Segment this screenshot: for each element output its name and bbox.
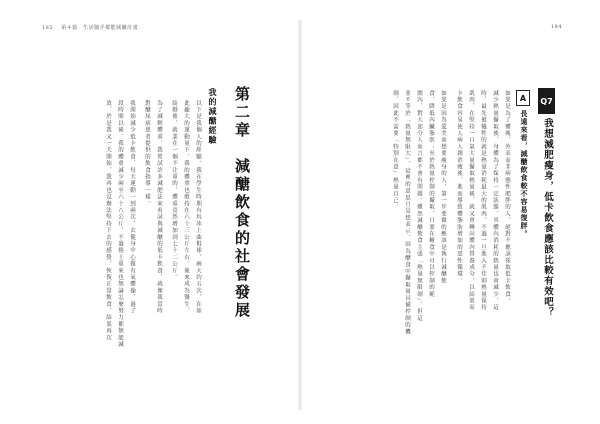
- left-body-column: 對醣尿病患者提供的飲食指導一樣。: [144, 100, 150, 208]
- right-body-column: 肌肉，在堅持一口氣大量攝取熱量後，就又會轉向體內營養成分，以結果而: [468, 90, 474, 312]
- question-badge: Q7: [538, 88, 555, 114]
- right-body-column: 制，因此不需要「特別在意」熱量自己。: [392, 90, 398, 211]
- left-body-column: 以下是我個人的經驗。我在學生時期有玩冰上曲棍球，兩大約五次，在如: [195, 100, 201, 315]
- right-body-column: 食，降低內臟脂肪；至於熱量控制的攝取，只要在糖食中可以控制的範: [428, 90, 434, 298]
- question-title: 我想減肥瘦身，低卡飲食應該比較有效吧？: [542, 118, 553, 318]
- right-body-column: 減少熱量攝取後，身體為了保持一定狀態，其體內消耗的熱量也會減少，這: [492, 90, 498, 312]
- right-running-head: [551, 24, 568, 30]
- right-body-column: 如果是為了體瘦，外表而非病態性肥胖的人，絕對不應該採取低卡飲食。: [504, 90, 510, 305]
- left-body-column: 我開始減少低卡飲食，每天運動一到兩次，去健身中心做有氧體操，過了: [129, 100, 135, 315]
- left-body-column: 段時間以後，我的體重減少兩至六十八公斤，不過捲土重來也無論怎麼努力都無能減: [117, 100, 123, 348]
- left-body-column: 為了減輕體重，我嘗試許多減肥法來看試與減醣的低卡飲食，就像我當時: [156, 100, 162, 315]
- right-body-column: 卡飲食容易使人病人創消瘦後，進而導致體脂肪增加的惡性循環。: [456, 90, 462, 285]
- chapter-title: 第二章 減醣飲食的社會發展: [233, 86, 251, 320]
- right-body-column: 如果是因為愛美而想要瘦身的人，第一步要做的應該是執行減醣飲: [440, 90, 446, 285]
- right-page: [300, 0, 600, 424]
- answer-badge: A: [516, 90, 530, 106]
- left-header-text: 第４篇 生活隨手都能減醣計畫: [61, 25, 139, 31]
- answer-title: 長遠來看，減醣飲食較不容易復胖。: [520, 110, 529, 238]
- section-title: 我的減醣經驗: [208, 88, 218, 145]
- left-body-column: 此龐大的運動量下，我的體重也維持在六十三公斤左右。後來成為醫生，: [183, 100, 189, 315]
- right-page-number: 184: [550, 24, 562, 30]
- right-body-column: 並不等於「熱量無限大」，這裡的意思只是想表示，因為醣食中攝取量具備控制的機: [404, 90, 410, 336]
- left-body-column: 結婚後，就業在一個不注重的，體重竟然增加到七十二公斤。: [171, 100, 177, 281]
- right-body-column: 圍內，對大部分人而言都不會有問題。雖然減醣飲食主張「熱量無限制」，但這: [416, 90, 422, 322]
- left-page-number: 185: [42, 25, 54, 31]
- left-running-head: [42, 24, 144, 31]
- left-body-column: 效，於是我又一天開始，我再也沒辦法堅持下去的感覺，恢復正常飲食，結果再次: [105, 100, 111, 342]
- right-body-column: 時，最先被犧牲的就是熱量消耗最大的肌肉，不過一旦進入不佳則熱量保持: [480, 90, 486, 312]
